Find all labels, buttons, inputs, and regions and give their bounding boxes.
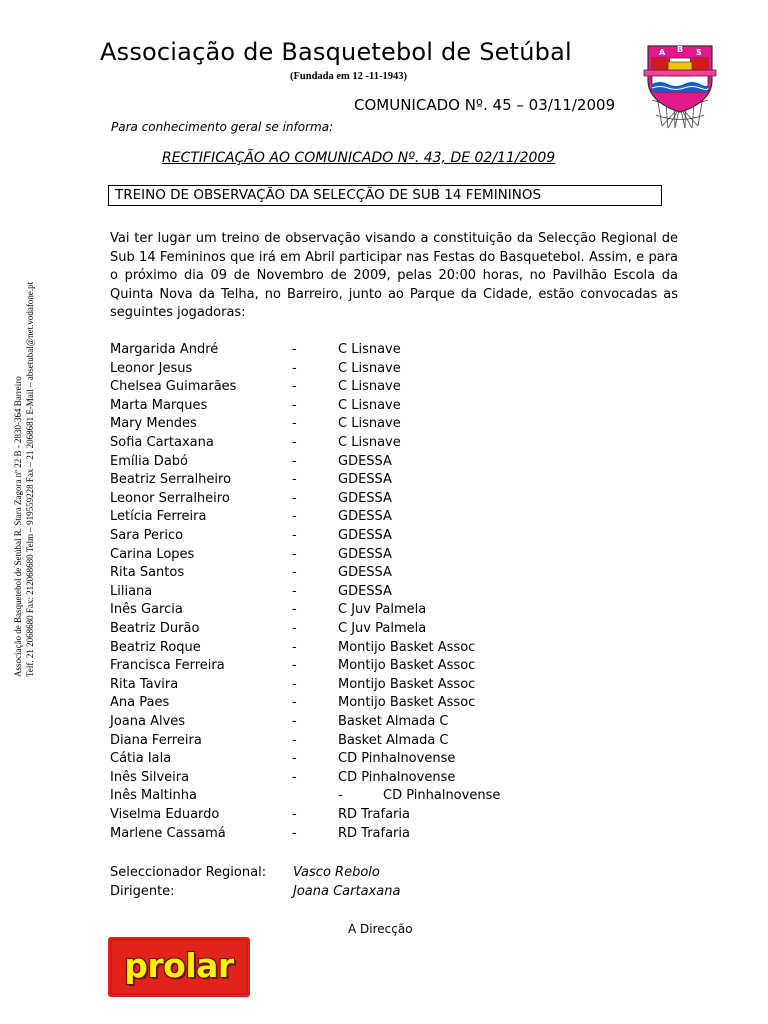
player-name: Cátia Iala bbox=[110, 751, 172, 767]
subject-box bbox=[108, 185, 662, 206]
separator-dash: - bbox=[292, 769, 297, 785]
separator-dash: - bbox=[292, 621, 297, 636]
svg-text:B: B bbox=[677, 45, 684, 54]
player-club: GDESSA bbox=[338, 472, 392, 488]
separator-dash: - bbox=[292, 583, 297, 599]
separator-dash: - bbox=[292, 528, 297, 543]
contact-phones: Telf. 21 2068680 Fax: 212068680 Telm – 919559228 Fax – 21 2068681 E-Mail – absetubal@net.vodafone.pt bbox=[25, 281, 35, 677]
player-club: CD Pinhalnovense bbox=[338, 769, 456, 785]
separator-dash: - bbox=[292, 453, 297, 469]
player-name: Marta Marques bbox=[110, 397, 208, 413]
association-crest-logo bbox=[640, 40, 720, 130]
separator-dash: - bbox=[292, 695, 297, 711]
coach-name: Vasco Rebolo bbox=[293, 865, 380, 880]
separator-dash: - bbox=[292, 490, 297, 506]
separator-dash: - bbox=[292, 546, 297, 562]
player-club: GDESSA bbox=[338, 583, 392, 599]
player-name: Margarida André bbox=[110, 342, 219, 357]
player-name: Leonor Jesus bbox=[110, 360, 193, 376]
separator-dash: - bbox=[292, 342, 297, 357]
player-name: Marlene Cassamá bbox=[110, 825, 226, 841]
player-club: C Juv Palmela bbox=[338, 621, 427, 636]
player-name: Rita Santos bbox=[110, 565, 185, 581]
player-club: C Juv Palmela bbox=[338, 602, 427, 618]
player-name: Liliana bbox=[110, 583, 153, 599]
separator-dash: - bbox=[292, 807, 297, 822]
player-club: GDESSA bbox=[338, 490, 392, 506]
player-club: Basket Almada C bbox=[338, 714, 449, 729]
separator-dash: - bbox=[292, 751, 297, 767]
player-club: GDESSA bbox=[338, 565, 392, 581]
separator-dash: - bbox=[292, 379, 297, 395]
separator-dash: - bbox=[292, 509, 297, 525]
player-club: GDESSA bbox=[338, 546, 392, 562]
player-name: Francisca Ferreira bbox=[110, 658, 225, 674]
svg-text:S: S bbox=[696, 48, 702, 57]
intro-text: Para conhecimento geral se informa: bbox=[111, 120, 334, 134]
player-name: Mary Mendes bbox=[110, 416, 197, 432]
separator-dash: - bbox=[338, 788, 343, 804]
player-club: C Lisnave bbox=[338, 435, 401, 450]
separator-dash: - bbox=[292, 732, 297, 748]
founded-date: (Fundada em 12 -11-1943) bbox=[290, 71, 407, 82]
separator-dash: - bbox=[292, 714, 297, 729]
separator-dash: - bbox=[292, 676, 297, 692]
separator-dash: - bbox=[292, 416, 297, 432]
player-name: Joana Alves bbox=[110, 714, 186, 729]
player-name: Beatriz Roque bbox=[110, 639, 201, 655]
player-name: Inês Silveira bbox=[110, 769, 190, 785]
player-name: Leonor Serralheiro bbox=[110, 490, 230, 506]
player-club: Montijo Basket Assoc bbox=[338, 695, 476, 711]
player-club: C Lisnave bbox=[338, 416, 401, 432]
separator-dash: - bbox=[292, 639, 297, 655]
separator-dash: - bbox=[292, 658, 297, 674]
player-club: RD Trafaria bbox=[338, 807, 410, 822]
manager-label: Dirigente: bbox=[110, 884, 175, 899]
player-name: Emília Dabó bbox=[110, 453, 188, 469]
separator-dash: - bbox=[292, 825, 297, 841]
player-name: Beatriz Durão bbox=[110, 621, 200, 636]
rectification-title: RECTIFICAÇÃO AO COMUNICADO Nº. 43, DE 02/11/2009 bbox=[162, 150, 556, 166]
separator-dash: - bbox=[292, 602, 297, 618]
player-club: Montijo Basket Assoc bbox=[338, 676, 476, 692]
player-club: GDESSA bbox=[338, 528, 392, 543]
player-club: Basket Almada C bbox=[338, 732, 449, 748]
player-club: GDESSA bbox=[338, 509, 392, 525]
prolar-sponsor-logo bbox=[108, 937, 250, 997]
player-club: CD Pinhalnovense bbox=[338, 751, 456, 767]
player-name: Viselma Eduardo bbox=[110, 807, 220, 822]
player-club: CD Pinhalnovense bbox=[383, 788, 501, 804]
sponsor-name: prolar bbox=[124, 946, 234, 985]
player-club: Montijo Basket Assoc bbox=[338, 639, 476, 655]
player-name: Rita Tavira bbox=[110, 676, 179, 692]
separator-dash: - bbox=[292, 435, 297, 450]
player-club: GDESSA bbox=[338, 453, 392, 469]
player-name: Sofia Cartaxana bbox=[110, 435, 214, 450]
page-title: Associação de Basquetebol de Setúbal bbox=[100, 38, 572, 66]
player-name: Chelsea Guimarães bbox=[110, 379, 237, 395]
signature: A Direcção bbox=[348, 922, 413, 936]
player-name: Letícia Ferreira bbox=[110, 509, 207, 525]
player-club: RD Trafaria bbox=[338, 825, 410, 841]
contact-sidebar bbox=[12, 237, 36, 677]
player-name: Carina Lopes bbox=[110, 546, 195, 562]
player-club: C Lisnave bbox=[338, 360, 401, 376]
player-club: C Lisnave bbox=[338, 379, 401, 395]
player-club: C Lisnave bbox=[338, 397, 401, 413]
player-name: Sara Perico bbox=[110, 528, 184, 543]
manager-name: Joana Cartaxana bbox=[293, 884, 401, 899]
contact-address: Associação de Basquetebol de Setúbal R. Stara Zagora nº 22 B - 2830-364 Barreiro bbox=[13, 376, 23, 677]
player-name: Beatriz Serralheiro bbox=[110, 472, 232, 488]
separator-dash: - bbox=[292, 360, 297, 376]
player-name: Inês Maltinha bbox=[110, 788, 197, 804]
player-club: C Lisnave bbox=[338, 342, 401, 357]
player-name: Ana Paes bbox=[110, 695, 170, 711]
subject-text: TREINO DE OBSERVAÇÃO DA SELECÇÃO DE SUB 14 FEMININOS bbox=[115, 187, 542, 203]
player-name: Inês Garcia bbox=[110, 602, 183, 618]
coach-label: Seleccionador Regional: bbox=[110, 865, 267, 880]
player-club: Montijo Basket Assoc bbox=[338, 658, 476, 674]
svg-text:A: A bbox=[659, 48, 666, 57]
player-name: Diana Ferreira bbox=[110, 732, 202, 748]
separator-dash: - bbox=[292, 472, 297, 488]
separator-dash: - bbox=[292, 565, 297, 581]
communique-number: COMUNICADO Nº. 45 – 03/11/2009 bbox=[354, 96, 616, 114]
announcement-paragraph: Vai ter lugar um treino de observação visando a constituição da Selecção Regional de Sub 14 Femininos que irá em Abril participar nas Festas do Basquetebol. Assim, e para o próximo dia 09 de Novembro de 2009, pelas 20:00 horas, no Pavilhão Escola da Quinta Nova da Telha, no Barreiro, junto ao Parque da Cidade, estão convocadas as seguintes jogadoras: bbox=[110, 231, 678, 320]
separator-dash: - bbox=[292, 397, 297, 413]
